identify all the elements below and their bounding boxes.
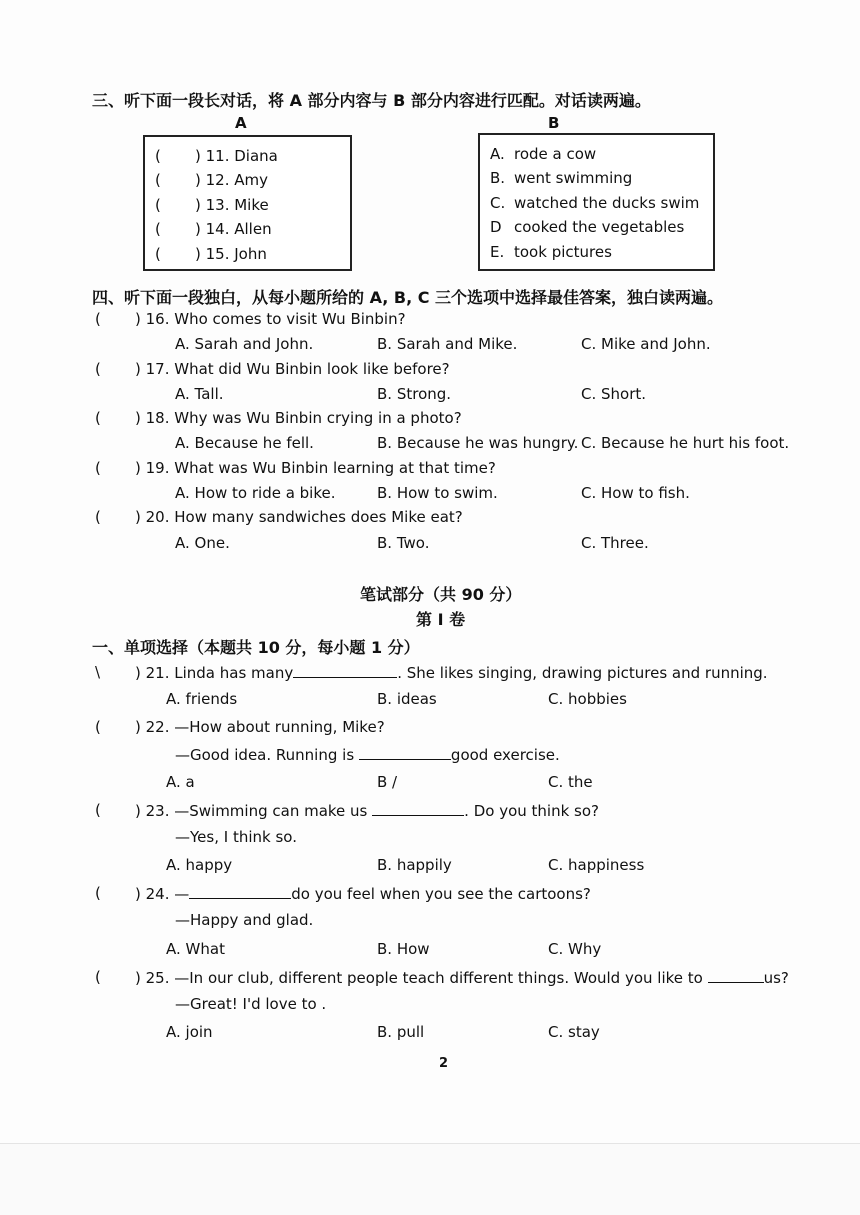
question-text: ) 25. —In our club, different people teach different things. Would you like to us?	[135, 969, 789, 987]
volume-title: 第 I 卷	[416, 610, 466, 629]
match-item-14: ( ) 14. Allen	[155, 220, 272, 238]
choice-c: C. Short.	[581, 385, 647, 403]
answer-paren: (	[95, 508, 101, 526]
choice-b: B. ideas	[377, 690, 437, 708]
question-text: ) 22. —How about running, Mike?	[135, 718, 385, 736]
column-b-label: B	[548, 114, 560, 132]
question-text: ) 17. What did Wu Binbin look like before?	[135, 360, 450, 378]
option-c: C. watched the ducks swim	[490, 194, 700, 212]
answer-paren: (	[95, 968, 101, 986]
written-part-title: 笔试部分（共 90 分）	[360, 585, 522, 604]
page-number: 2	[439, 1056, 449, 1071]
answer-paren: (	[95, 884, 101, 902]
choice-b: B. Two.	[377, 534, 430, 552]
question-response: —Great! I'd love to .	[175, 995, 327, 1013]
answer-blank	[372, 801, 464, 816]
question-text: ) 24. — do you feel when you see the cartoons?	[135, 885, 591, 903]
answer-paren: (	[95, 718, 101, 736]
question-response: —Yes, I think so.	[175, 828, 297, 846]
choice-c: C. How to fish.	[581, 484, 690, 502]
option-e: E. took pictures	[490, 243, 612, 261]
match-item-13: ( ) 13. Mike	[155, 196, 269, 214]
answer-paren: \	[95, 663, 101, 681]
choice-c: C. the	[548, 773, 593, 791]
question-response: —Good idea. Running is good exercise.	[175, 746, 560, 764]
question-text: ) 21. Linda has many . She likes singing, drawing pictures and running.	[135, 664, 768, 682]
choice-c: C. Mike and John.	[581, 335, 711, 353]
choice-b: B. Because he was hungry.	[377, 434, 579, 452]
choice-c: C. hobbies	[548, 690, 627, 708]
column-b-box	[478, 133, 715, 271]
choice-a: A. What	[166, 940, 225, 958]
option-b: B. went swimming	[490, 169, 633, 187]
choice-a: A. Because he fell.	[175, 434, 314, 452]
answer-paren: (	[95, 360, 101, 378]
choice-b: B. How to swim.	[377, 484, 498, 502]
choice-a: A. a	[166, 773, 195, 791]
answer-paren: (	[95, 801, 101, 819]
choice-a: A. How to ride a bike.	[175, 484, 336, 502]
choice-a: A. Tall.	[175, 385, 224, 403]
answer-blank	[708, 968, 764, 983]
answer-blank	[189, 884, 291, 899]
choice-c: C. Three.	[581, 534, 649, 552]
section3-heading: 三、听下面一段长对话，将 A 部分内容与 B 部分内容进行匹配。对话读两遍。	[92, 91, 651, 110]
answer-paren: (	[95, 409, 101, 427]
choice-c: C. Why	[548, 940, 602, 958]
answer-blank	[359, 745, 451, 760]
match-item-15: ( ) 15. John	[155, 245, 267, 263]
choice-c: C. happiness	[548, 856, 645, 874]
option-a: A. rode a cow	[490, 145, 597, 163]
choice-c: C. stay	[548, 1023, 600, 1041]
option-d: D cooked the vegetables	[490, 218, 685, 236]
choice-c: C. Because he hurt his foot.	[581, 434, 790, 452]
question-text: ) 23. —Swimming can make us . Do you think so?	[135, 802, 600, 820]
column-a-label: A	[235, 114, 247, 132]
answer-paren: (	[95, 459, 101, 477]
choice-b: B /	[377, 773, 398, 791]
question-text: ) 18. Why was Wu Binbin crying in a photo?	[135, 409, 462, 427]
choice-a: A. One.	[175, 534, 230, 552]
choice-a: A. friends	[166, 690, 238, 708]
question-text: ) 19. What was Wu Binbin learning at that time?	[135, 459, 496, 477]
choice-b: B. How	[377, 940, 430, 958]
choice-a: A. Sarah and John.	[175, 335, 314, 353]
match-item-12: ( ) 12. Amy	[155, 171, 268, 189]
answer-paren: (	[95, 310, 101, 328]
page-bottom-margin	[0, 1144, 860, 1215]
choice-b: B. happily	[377, 856, 452, 874]
answer-blank	[293, 663, 397, 678]
part1-heading: 一、单项选择（本题共 10 分，每小题 1 分）	[92, 638, 420, 657]
choice-b: B. Strong.	[377, 385, 452, 403]
question-response: —Happy and glad.	[175, 911, 314, 929]
choice-a: A. happy	[166, 856, 233, 874]
choice-b: B. pull	[377, 1023, 425, 1041]
choice-a: A. join	[166, 1023, 213, 1041]
question-text: ) 16. Who comes to visit Wu Binbin?	[135, 310, 406, 328]
section4-heading: 四、听下面一段独白，从每小题所给的 A, B, C 三个选项中选择最佳答案，独白读两遍。	[92, 288, 724, 307]
match-item-11: ( ) 11. Diana	[155, 147, 278, 165]
column-a-box	[143, 135, 352, 271]
question-text: ) 20. How many sandwiches does Mike eat?	[135, 508, 463, 526]
choice-b: B. Sarah and Mike.	[377, 335, 518, 353]
